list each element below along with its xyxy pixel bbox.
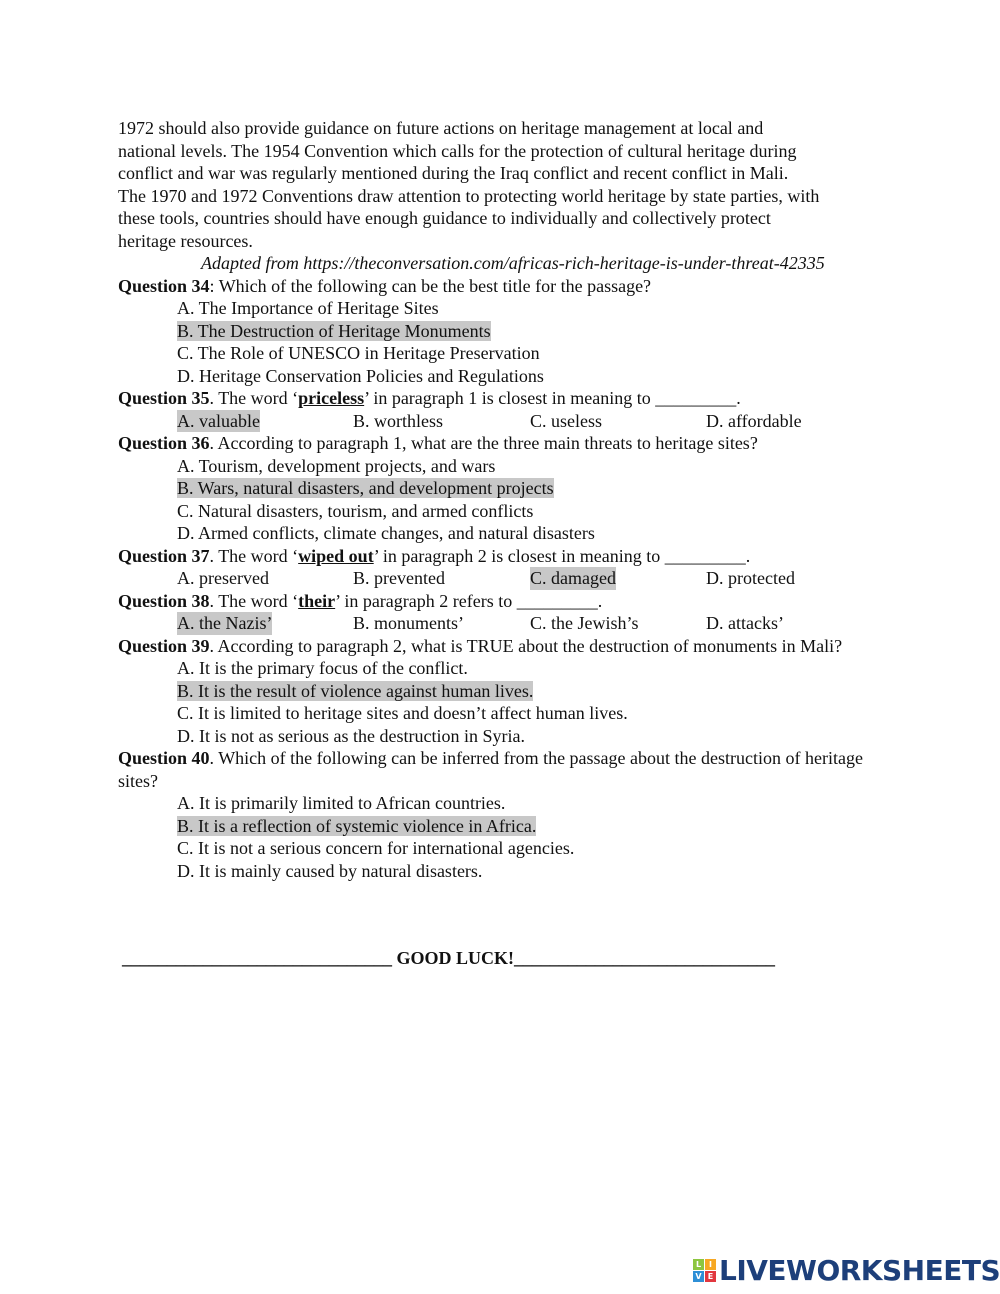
question-number: Question 37 [118,545,210,566]
source-attribution: Adapted from https://theconversation.com/africas-rich-heritage-is-under-threat-42335 [201,253,825,273]
question-number: Question 38 [118,590,210,611]
question-36-stem [118,432,898,455]
option-c[interactable]: C. It is limited to heritage sites and doesn’t affect human lives. [177,703,628,723]
good-luck-closing: ______________________________ GOOD LUCK!_____________________________ [122,948,776,968]
question-text: ’ in paragraph 2 is closest in meaning to _________. [373,545,751,566]
option-c[interactable]: C. the Jewish’s [530,613,639,633]
question-text: . The word ‘ [209,590,299,611]
option-c[interactable]: C. It is not a serious concern for international agencies. [177,838,575,858]
option-d[interactable]: D. affordable [706,410,802,431]
option-a[interactable]: A. The Importance of Heritage Sites [177,298,439,318]
option-d[interactable]: D. Heritage Conservation Policies and Regulations [177,365,544,386]
question-text: . The word ‘ [209,545,299,566]
question-text: : Which of the following can be the best title for the passage? [209,275,652,296]
question-text: . According to paragraph 2, what is TRUE about the destruction of monuments in Mali? [209,635,843,656]
question-34-stem [118,275,898,298]
question-number: Question 36 [118,433,210,453]
logo-tiles-icon: L I V E [693,1259,716,1282]
question-37-stem [118,545,898,568]
question-35-stem [118,387,898,410]
option-c[interactable]: C. The Role of UNESCO in Heritage Preservation [177,343,540,363]
option-d[interactable]: D. attacks’ [706,613,784,633]
option-b[interactable]: B. worthless [353,410,443,431]
option-b-selected[interactable]: B. Wars, natural disasters, and development projects [177,478,554,498]
question-text: ’ in paragraph 1 is closest in meaning to _________. [364,388,741,408]
question-text: . Which of the following can be inferred from the passage about the destruction of heritage sites? [118,748,863,791]
question-text: . According to paragraph 1, what are the three main threats to heritage sites? [209,433,758,453]
option-b-selected[interactable]: B. It is a reflection of systemic violence in Africa. [177,815,537,836]
option-a-selected[interactable]: A. the Nazis’ [177,613,273,633]
option-a[interactable]: A. preserved [177,568,269,588]
key-word: priceless [298,388,365,408]
option-b[interactable]: B. prevented [353,568,445,588]
option-d[interactable]: D. It is mainly caused by natural disasters. [177,860,483,881]
option-b-selected[interactable]: B. The Destruction of Heritage Monuments [177,320,491,341]
question-39-stem [118,635,878,658]
passage-line: conflict and war was regularly mentioned during the Iraq conflict and recent conflict in Mali. [118,163,789,183]
question-number: Question 39 [118,635,210,656]
question-number: Question 40 [118,748,210,768]
option-d[interactable]: D. It is not as serious as the destruction in Syria. [177,725,525,746]
option-c[interactable]: C. Natural disasters, tourism, and armed conflicts [177,500,534,521]
liveworksheets-logo [693,1254,1000,1287]
question-number: Question 34 [118,275,210,296]
key-word: wiped out [298,545,374,566]
key-word: their [298,590,336,611]
option-b-selected[interactable]: B. It is the result of violence against human lives. [177,680,534,701]
option-a[interactable]: A. It is primarily limited to African countries. [177,793,506,813]
passage-line: The 1970 and 1972 Conventions draw attention to protecting world heritage by state parties, with [118,185,820,206]
question-number: Question 35 [118,388,210,408]
option-c[interactable]: C. useless [530,410,602,431]
option-a[interactable]: A. Tourism, development projects, and wars [177,455,496,476]
passage-line: national levels. The 1954 Convention which calls for the protection of cultural heritage during [118,140,797,161]
logo-text: LIVEWORKSHEETS [719,1254,1000,1287]
question-text: ’ in paragraph 2 refers to _________. [335,590,603,611]
option-d[interactable]: D. Armed conflicts, climate changes, and natural disasters [177,523,595,543]
option-c-selected[interactable]: C. damaged [530,568,616,588]
question-40-stem [118,747,878,792]
passage-line: 1972 should also provide guidance on future actions on heritage management at local and [118,118,764,138]
option-b[interactable]: B. monuments’ [353,613,464,633]
passage-line: heritage resources. [118,230,253,251]
question-text: . The word ‘ [209,388,299,408]
question-38-stem [118,590,898,613]
option-a[interactable]: A. It is the primary focus of the conflict. [177,658,468,678]
option-d[interactable]: D. protected [706,568,795,588]
passage-line: these tools, countries should have enough guidance to individually and collectively protect [118,208,771,228]
option-a-selected[interactable]: A. valuable [177,410,260,431]
worksheet-page [118,117,898,882]
